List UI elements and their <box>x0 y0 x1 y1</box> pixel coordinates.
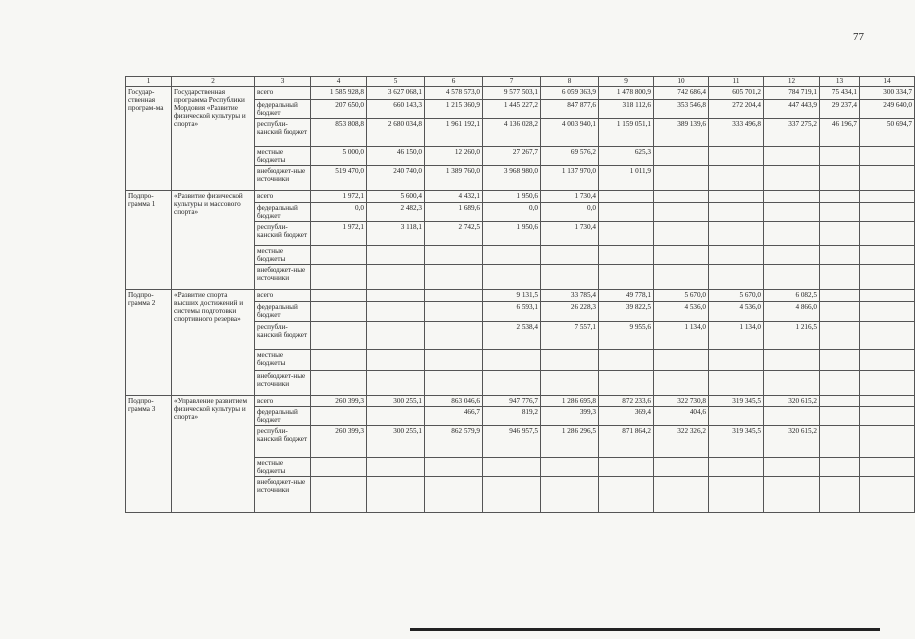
amount-cell: 0,0 <box>483 203 541 222</box>
amount-cell <box>483 265 541 290</box>
amount-cell <box>367 265 425 290</box>
amount-cell: 819,2 <box>483 407 541 426</box>
amount-cell <box>860 396 915 407</box>
amount-cell <box>311 350 367 371</box>
amount-cell: 947 776,7 <box>483 396 541 407</box>
program-title-cell: «Развитие спорта высших достижений и системы подготовки спортивного резерва» <box>172 290 255 396</box>
funding-source-cell: внебюджет-ные источники <box>255 166 311 191</box>
amount-cell: 1 730,4 <box>541 191 599 203</box>
amount-cell: 26 228,3 <box>541 302 599 322</box>
column-number: 8 <box>541 77 599 87</box>
amount-cell: 1 950,6 <box>483 191 541 203</box>
column-number: 14 <box>860 77 915 87</box>
amount-cell <box>860 222 915 246</box>
amount-cell: 9 577 503,1 <box>483 87 541 100</box>
amount-cell: 249 640,0 <box>860 100 915 119</box>
amount-cell <box>860 477 915 513</box>
amount-cell: 1 216,5 <box>764 322 820 350</box>
amount-cell <box>764 458 820 477</box>
column-number: 12 <box>764 77 820 87</box>
amount-cell: 207 650,0 <box>311 100 367 119</box>
amount-cell <box>483 350 541 371</box>
amount-cell <box>483 371 541 396</box>
amount-cell <box>541 350 599 371</box>
amount-cell <box>599 477 654 513</box>
program-code-cell: Государ-ственная програм-ма <box>126 87 172 191</box>
amount-cell <box>654 371 709 396</box>
funding-source-cell: внебюджет-ные источники <box>255 265 311 290</box>
funding-source-cell: республи-канский бюджет <box>255 119 311 147</box>
funding-source-cell: всего <box>255 191 311 203</box>
amount-cell <box>820 426 860 458</box>
amount-cell <box>764 166 820 191</box>
amount-cell: 5 000,0 <box>311 147 367 166</box>
amount-cell <box>764 350 820 371</box>
amount-cell <box>820 290 860 302</box>
amount-cell <box>311 265 367 290</box>
table-row <box>126 396 915 407</box>
amount-cell <box>764 203 820 222</box>
amount-cell <box>599 265 654 290</box>
amount-cell <box>599 458 654 477</box>
amount-cell <box>311 458 367 477</box>
amount-cell <box>764 407 820 426</box>
amount-cell <box>654 458 709 477</box>
amount-cell: 5 670,0 <box>709 290 764 302</box>
funding-source-cell: местные бюджеты <box>255 147 311 166</box>
amount-cell: 318 112,6 <box>599 100 654 119</box>
amount-cell <box>709 371 764 396</box>
budget-table <box>125 76 915 513</box>
amount-cell <box>599 246 654 265</box>
amount-cell: 46 196,7 <box>820 119 860 147</box>
funding-source-cell: всего <box>255 396 311 407</box>
program-code-cell: Подпро-грамма 2 <box>126 290 172 396</box>
amount-cell: 4 136 028,2 <box>483 119 541 147</box>
funding-source-cell: республи-канский бюджет <box>255 222 311 246</box>
amount-cell: 2 742,5 <box>425 222 483 246</box>
amount-cell: 1 286 296,5 <box>541 426 599 458</box>
amount-cell: 1 137 970,0 <box>541 166 599 191</box>
amount-cell <box>709 407 764 426</box>
column-number: 10 <box>654 77 709 87</box>
amount-cell <box>860 426 915 458</box>
amount-cell <box>820 302 860 322</box>
amount-cell: 300 334,7 <box>860 87 915 100</box>
amount-cell <box>860 166 915 191</box>
amount-cell: 260 399,3 <box>311 396 367 407</box>
amount-cell <box>820 477 860 513</box>
amount-cell <box>425 290 483 302</box>
amount-cell: 389 139,6 <box>654 119 709 147</box>
amount-cell <box>709 191 764 203</box>
column-number: 2 <box>172 77 255 87</box>
amount-cell: 260 399,3 <box>311 426 367 458</box>
amount-cell: 29 237,4 <box>820 100 860 119</box>
amount-cell <box>709 458 764 477</box>
amount-cell <box>311 371 367 396</box>
amount-cell: 353 546,8 <box>654 100 709 119</box>
funding-source-cell: внебюджет-ные источники <box>255 477 311 513</box>
bottom-rule <box>410 628 880 631</box>
table-row <box>126 87 915 100</box>
amount-cell: 39 822,5 <box>599 302 654 322</box>
amount-cell: 2 538,4 <box>483 322 541 350</box>
amount-cell <box>709 203 764 222</box>
amount-cell: 49 778,1 <box>599 290 654 302</box>
amount-cell <box>820 396 860 407</box>
amount-cell: 605 701,2 <box>709 87 764 100</box>
amount-cell: 6 082,5 <box>764 290 820 302</box>
amount-cell <box>654 265 709 290</box>
amount-cell <box>860 246 915 265</box>
amount-cell <box>709 147 764 166</box>
amount-cell <box>311 477 367 513</box>
amount-cell <box>820 191 860 203</box>
amount-cell <box>425 350 483 371</box>
amount-cell <box>820 246 860 265</box>
amount-cell: 50 694,7 <box>860 119 915 147</box>
amount-cell <box>311 302 367 322</box>
amount-cell: 1 961 192,1 <box>425 119 483 147</box>
amount-cell <box>654 203 709 222</box>
amount-cell: 847 877,6 <box>541 100 599 119</box>
amount-cell: 1 730,4 <box>541 222 599 246</box>
amount-cell: 240 740,0 <box>367 166 425 191</box>
amount-cell: 4 003 940,1 <box>541 119 599 147</box>
amount-cell <box>820 147 860 166</box>
amount-cell: 320 615,2 <box>764 396 820 407</box>
amount-cell: 9 955,6 <box>599 322 654 350</box>
amount-cell <box>820 322 860 350</box>
amount-cell <box>764 371 820 396</box>
amount-cell: 69 576,2 <box>541 147 599 166</box>
amount-cell: 333 496,8 <box>709 119 764 147</box>
amount-cell: 7 557,1 <box>541 322 599 350</box>
funding-source-cell: федеральный бюджет <box>255 407 311 426</box>
amount-cell: 1 972,1 <box>311 222 367 246</box>
amount-cell <box>764 191 820 203</box>
amount-cell <box>311 322 367 350</box>
amount-cell: 27 267,7 <box>483 147 541 166</box>
amount-cell: 742 686,4 <box>654 87 709 100</box>
column-number: 13 <box>820 77 860 87</box>
amount-cell: 404,6 <box>654 407 709 426</box>
amount-cell: 319 345,5 <box>709 426 764 458</box>
amount-cell <box>541 458 599 477</box>
amount-cell: 1 972,1 <box>311 191 367 203</box>
amount-cell: 0,0 <box>311 203 367 222</box>
amount-cell: 399,3 <box>541 407 599 426</box>
column-number: 11 <box>709 77 764 87</box>
amount-cell: 5 670,0 <box>654 290 709 302</box>
amount-cell: 337 275,2 <box>764 119 820 147</box>
amount-cell: 1 478 800,9 <box>599 87 654 100</box>
table-body <box>126 77 915 513</box>
amount-cell <box>654 147 709 166</box>
amount-cell <box>709 265 764 290</box>
amount-cell <box>820 458 860 477</box>
amount-cell <box>425 246 483 265</box>
amount-cell <box>860 265 915 290</box>
amount-cell: 4 536,0 <box>709 302 764 322</box>
amount-cell <box>764 246 820 265</box>
amount-cell <box>599 222 654 246</box>
amount-cell: 660 143,3 <box>367 100 425 119</box>
column-number: 3 <box>255 77 311 87</box>
amount-cell <box>483 246 541 265</box>
amount-cell: 946 957,5 <box>483 426 541 458</box>
amount-cell <box>709 222 764 246</box>
amount-cell: 12 260,0 <box>425 147 483 166</box>
amount-cell: 871 864,2 <box>599 426 654 458</box>
table-row <box>126 191 915 203</box>
funding-source-cell: местные бюджеты <box>255 458 311 477</box>
funding-source-cell: местные бюджеты <box>255 246 311 265</box>
amount-cell: 2 482,3 <box>367 203 425 222</box>
amount-cell <box>367 246 425 265</box>
amount-cell: 1 585 928,8 <box>311 87 367 100</box>
amount-cell: 9 131,5 <box>483 290 541 302</box>
amount-cell <box>820 203 860 222</box>
column-number: 4 <box>311 77 367 87</box>
amount-cell: 519 470,0 <box>311 166 367 191</box>
amount-cell <box>483 477 541 513</box>
funding-source-cell: федеральный бюджет <box>255 100 311 119</box>
amount-cell <box>860 147 915 166</box>
amount-cell: 6 059 363,9 <box>541 87 599 100</box>
funding-source-cell: федеральный бюджет <box>255 203 311 222</box>
amount-cell <box>367 458 425 477</box>
amount-cell: 4 578 573,0 <box>425 87 483 100</box>
amount-cell <box>425 265 483 290</box>
amount-cell <box>820 350 860 371</box>
amount-cell <box>860 458 915 477</box>
amount-cell: 300 255,1 <box>367 426 425 458</box>
amount-cell <box>367 407 425 426</box>
amount-cell <box>860 407 915 426</box>
amount-cell: 1 011,9 <box>599 166 654 191</box>
amount-cell <box>709 477 764 513</box>
column-number: 6 <box>425 77 483 87</box>
amount-cell: 466,7 <box>425 407 483 426</box>
funding-source-cell: внебюджет-ные источники <box>255 371 311 396</box>
amount-cell: 3 627 068,1 <box>367 87 425 100</box>
amount-cell: 625,3 <box>599 147 654 166</box>
amount-cell: 0,0 <box>541 203 599 222</box>
amount-cell: 447 443,9 <box>764 100 820 119</box>
amount-cell: 6 593,1 <box>483 302 541 322</box>
amount-cell <box>820 265 860 290</box>
amount-cell: 1 134,0 <box>654 322 709 350</box>
column-number: 1 <box>126 77 172 87</box>
amount-cell: 872 233,6 <box>599 396 654 407</box>
amount-cell: 784 719,1 <box>764 87 820 100</box>
funding-source-cell: федеральный бюджет <box>255 302 311 322</box>
amount-cell: 4 432,1 <box>425 191 483 203</box>
amount-cell <box>367 477 425 513</box>
amount-cell: 46 150,0 <box>367 147 425 166</box>
amount-cell: 322 730,8 <box>654 396 709 407</box>
amount-cell <box>654 191 709 203</box>
amount-cell <box>367 290 425 302</box>
column-number-row <box>126 77 915 87</box>
amount-cell: 1 286 695,8 <box>541 396 599 407</box>
amount-cell: 322 326,2 <box>654 426 709 458</box>
amount-cell: 862 579,9 <box>425 426 483 458</box>
amount-cell: 1 950,6 <box>483 222 541 246</box>
amount-cell: 75 434,1 <box>820 87 860 100</box>
amount-cell: 3 968 980,0 <box>483 166 541 191</box>
amount-cell <box>541 246 599 265</box>
amount-cell <box>425 322 483 350</box>
amount-cell <box>654 350 709 371</box>
amount-cell: 369,4 <box>599 407 654 426</box>
column-number: 7 <box>483 77 541 87</box>
amount-cell <box>820 371 860 396</box>
amount-cell <box>709 350 764 371</box>
amount-cell: 1 134,0 <box>709 322 764 350</box>
amount-cell <box>860 302 915 322</box>
amount-cell <box>654 166 709 191</box>
amount-cell <box>860 191 915 203</box>
amount-cell: 863 046,6 <box>425 396 483 407</box>
program-code-cell: Подпро-грамма 3 <box>126 396 172 513</box>
amount-cell: 4 866,0 <box>764 302 820 322</box>
amount-cell <box>820 407 860 426</box>
column-number: 9 <box>599 77 654 87</box>
amount-cell <box>425 302 483 322</box>
program-title-cell: «Управление развитием физической культуры и спорта» <box>172 396 255 513</box>
amount-cell <box>483 458 541 477</box>
page-number: 77 <box>853 31 864 43</box>
amount-cell <box>541 477 599 513</box>
amount-cell <box>311 246 367 265</box>
amount-cell: 33 785,4 <box>541 290 599 302</box>
amount-cell <box>367 350 425 371</box>
amount-cell <box>311 290 367 302</box>
amount-cell <box>367 322 425 350</box>
amount-cell <box>764 265 820 290</box>
amount-cell: 319 345,5 <box>709 396 764 407</box>
amount-cell <box>599 350 654 371</box>
column-number: 5 <box>367 77 425 87</box>
amount-cell <box>764 147 820 166</box>
funding-source-cell: всего <box>255 290 311 302</box>
amount-cell <box>425 458 483 477</box>
amount-cell <box>599 191 654 203</box>
program-code-cell: Подпро-грамма 1 <box>126 191 172 290</box>
funding-source-cell: всего <box>255 87 311 100</box>
amount-cell <box>599 203 654 222</box>
amount-cell <box>860 290 915 302</box>
funding-source-cell: местные бюджеты <box>255 350 311 371</box>
amount-cell <box>860 371 915 396</box>
amount-cell <box>654 246 709 265</box>
amount-cell: 4 536,0 <box>654 302 709 322</box>
amount-cell <box>541 265 599 290</box>
funding-source-cell: республи-канский бюджет <box>255 426 311 458</box>
amount-cell <box>860 350 915 371</box>
funding-source-cell: республи-канский бюджет <box>255 322 311 350</box>
amount-cell <box>367 371 425 396</box>
amount-cell <box>820 166 860 191</box>
amount-cell: 1 689,6 <box>425 203 483 222</box>
amount-cell: 272 204,4 <box>709 100 764 119</box>
program-title-cell: «Развитие физической культуры и массового спорта» <box>172 191 255 290</box>
amount-cell: 2 680 034,8 <box>367 119 425 147</box>
amount-cell <box>860 322 915 350</box>
program-title-cell: Государственная программа Республики Мордовия «Развитие физической культуры и спорта» <box>172 87 255 191</box>
amount-cell: 853 808,8 <box>311 119 367 147</box>
amount-cell: 5 600,4 <box>367 191 425 203</box>
amount-cell: 3 118,1 <box>367 222 425 246</box>
amount-cell <box>367 302 425 322</box>
amount-cell <box>541 371 599 396</box>
amount-cell <box>425 371 483 396</box>
amount-cell <box>764 222 820 246</box>
amount-cell: 1 215 360,9 <box>425 100 483 119</box>
amount-cell <box>425 477 483 513</box>
amount-cell <box>764 477 820 513</box>
amount-cell <box>709 166 764 191</box>
amount-cell: 1 389 760,0 <box>425 166 483 191</box>
amount-cell <box>709 246 764 265</box>
table-row <box>126 290 915 302</box>
amount-cell: 300 255,1 <box>367 396 425 407</box>
amount-cell: 1 445 227,2 <box>483 100 541 119</box>
amount-cell <box>860 203 915 222</box>
amount-cell: 320 615,2 <box>764 426 820 458</box>
amount-cell <box>654 222 709 246</box>
amount-cell <box>654 477 709 513</box>
amount-cell: 1 159 051,1 <box>599 119 654 147</box>
amount-cell <box>820 222 860 246</box>
amount-cell <box>311 407 367 426</box>
amount-cell <box>599 371 654 396</box>
